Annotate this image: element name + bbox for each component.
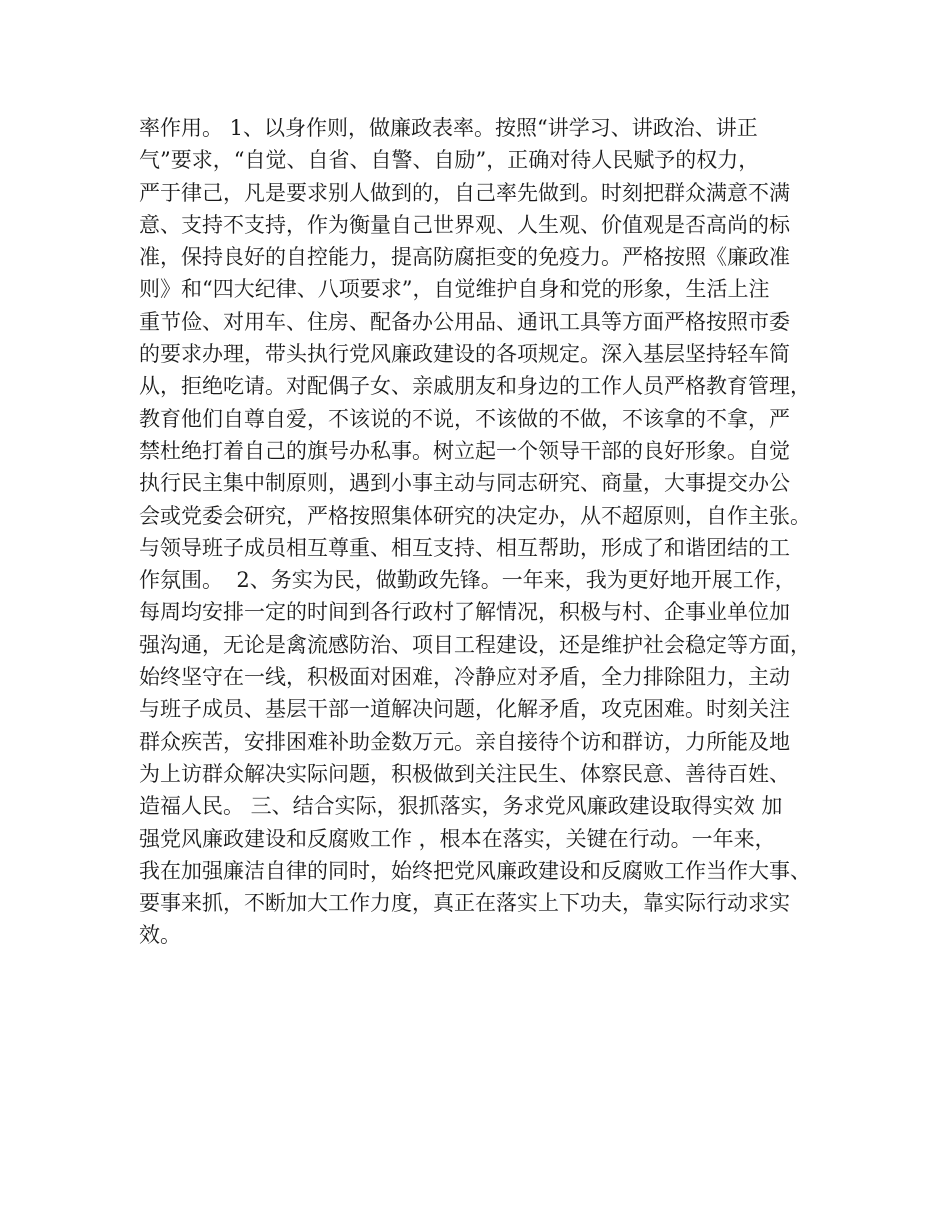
text-line: 与领导班子成员相互尊重、相互支持、相互帮助，形成了和谐团结的工 [139, 535, 790, 560]
text-line: 准，保持良好的自控能力，提高防腐拒变的免疫力。严格按照《廉政准 [139, 245, 790, 270]
text-line: 率作用。 1、以身作则，做廉政表率。按照“讲学习、讲政治、讲正 [139, 116, 758, 140]
text-line: 禁杜绝打着自己的旗号办私事。树立起一个领导干部的良好形象。自觉 [139, 438, 790, 463]
text-line: 重节俭、对用车、住房、配备办公用品、通讯工具等方面严格按照市委 [139, 309, 790, 334]
text-line: 从，拒绝吃请。对配偶子女、亲戚朋友和身边的工作人员严格教育管理， [139, 374, 811, 399]
text-line: 为上访群众解决实际问题，积极做到关注民生、体察民意、善待百姓、 [139, 761, 790, 786]
text-line: 效。 [139, 923, 181, 948]
text-line: 气”要求，“自觉、自省、自警、自励”，正确对待人民赋予的权力， [139, 148, 760, 173]
body-text [139, 112, 829, 952]
text-line: 强沟通，无论是禽流感防治、项目工程建设，还是维护社会稳定等方面， [139, 632, 811, 657]
text-line: 严于律己，凡是要求别人做到的，自己率先做到。时刻把群众满意不满 [139, 180, 790, 205]
text-line: 执行民主集中制原则，遇到小事主动与同志研究、商量，大事提交办公 [139, 471, 790, 496]
text-line: 作氛围。 2、务实为民，做勤政先锋。一年来，我为更好地开展工作， [139, 568, 796, 593]
text-line: 要事来抓，不断加大工作力度，真正在落实上下功夫，靠实际行动求实 [139, 891, 790, 916]
text-line: 的要求办理，带头执行党风廉政建设的各项规定。深入基层坚持轻车简 [139, 342, 790, 367]
text-line: 每周均安排一定的时间到各行政村了解情况，积极与村、企事业单位加 [139, 600, 790, 625]
text-line: 群众疾苦，安排困难补助金数万元。亲自接待个访和群访，力所能及地 [139, 729, 790, 754]
text-line: 我在加强廉洁自律的同时，始终把党风廉政建设和反腐败工作当作大事、 [139, 858, 811, 883]
text-line: 教育他们自尊自爱，不该说的不说，不该做的不做，不该拿的不拿，严 [139, 406, 790, 431]
text-line: 始终坚守在一线，积极面对困难，冷静应对矛盾，全力排除阻力，主动 [139, 665, 790, 690]
text-line: 强党风廉政建设和反腐败工作 ，根本在落实，关键在行动。一年来， [139, 826, 776, 851]
text-line: 造福人民。 三、结合实际，狠抓落实，务求党风廉政建设取得实效 加 [139, 794, 783, 819]
text-line: 会或党委会研究，严格按照集体研究的决定办，从不超原则，自作主张。 [139, 503, 811, 528]
text-line: 则》和“四大纪律、八项要求”，自觉维护自身和党的形象，生活上注 [139, 277, 770, 302]
text-line: 与班子成员、基层干部一道解决问题，化解矛盾，攻克困难。时刻关注 [139, 697, 790, 722]
text-line: 意、支持不支持，作为衡量自己世界观、人生观、价值观是否高尚的标 [139, 212, 790, 237]
